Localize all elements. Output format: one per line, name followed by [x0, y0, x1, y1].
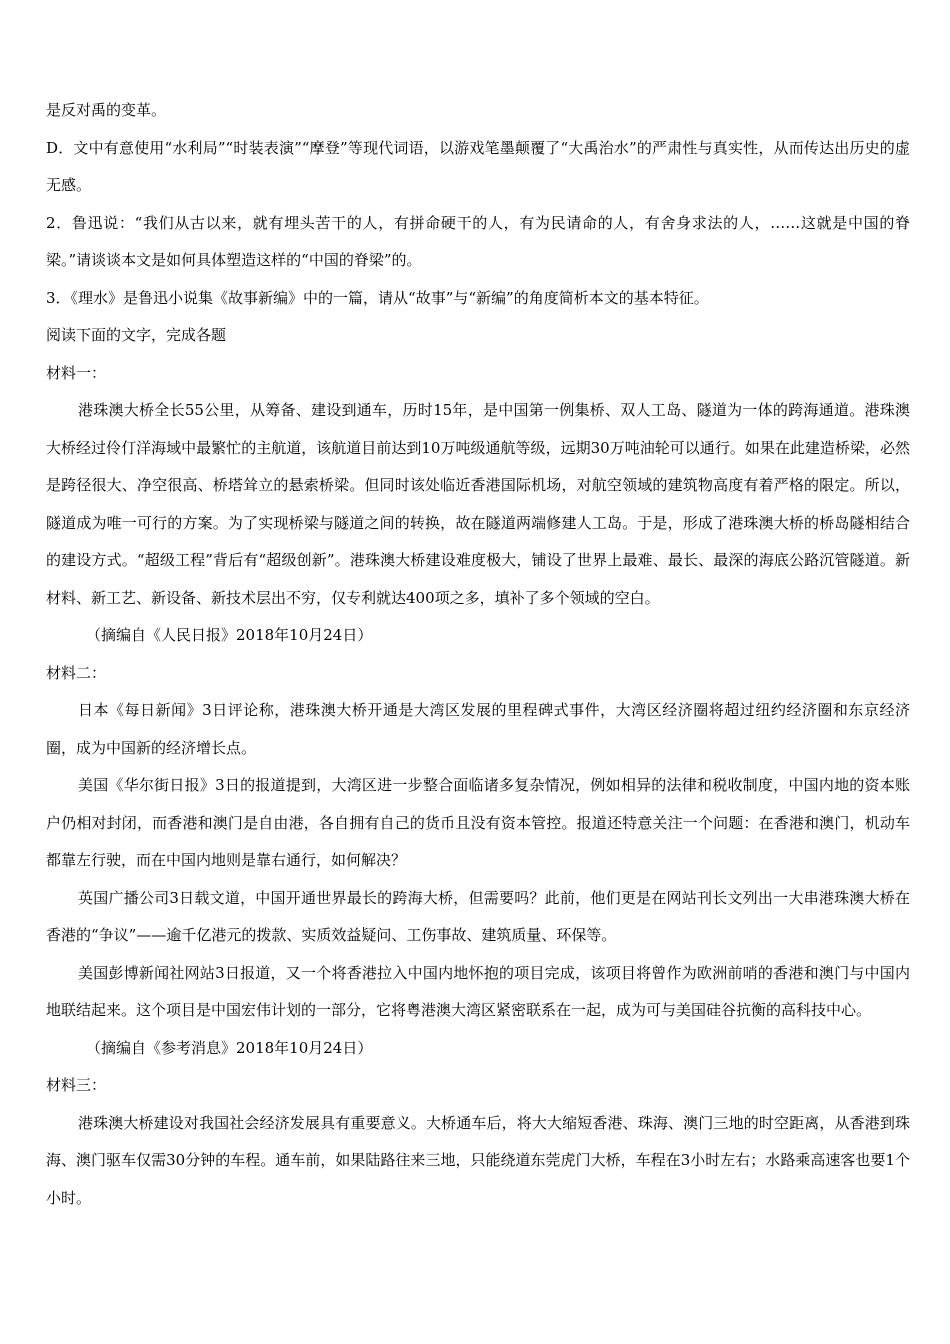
material-2-paragraph: 日本《每日新闻》3日评论称，港珠澳大桥开通是大湾区发展的里程碑式事件，大湾区经济圈将超过纽约经济圈和东京经济圈，成为中国新的经济增长点。 — [46, 701, 910, 757]
question-2: 2．鲁迅说：“我们从古以来，就有埋头苦干的人，有拼命硬干的人，有为民请命的人，有舍身求法的人，……这就是中国的脊梁。”请谈谈本文是如何具体塑造这样的“中国的脊梁”的。 — [46, 213, 910, 269]
material-2-source: （摘编自《参考消息》2018年10月24日） — [86, 1038, 373, 1057]
reading-instruction: 阅读下面的文字，完成各题 — [46, 326, 227, 344]
option-c-tail: 是反对禹的变革。 — [46, 101, 167, 119]
document-page — [46, 92, 910, 1217]
material-2-label: 材料二： — [46, 663, 107, 682]
material-3-paragraph: 港珠澳大桥建设对我国社会经济发展具有重要意义。大桥通车后，将大大缩短香港、珠海、澳门三地的时空距离，从香港到珠海、澳门驱车仅需30分钟的车程。通车前，如果陆路往来三地，只能绕道东莞虎门大桥，车程在3小时左右；水路乘高速客也要1个小时。 — [46, 1113, 910, 1207]
material-1-paragraph: 港珠澳大桥全长55公里，从筹备、建设到通车，历时15年，是中国第一例集桥、双人工岛、隧道为一体的跨海通道。港珠澳大桥经过伶仃洋海域中最繁忙的主航道，该航道目前达到10万吨级通航等级，远期30万吨油轮可以通行。如果在此建造桥梁，必然是跨径很大、净空很高、桥塔耸立的悬索桥梁。但同时该处临近香港国际机场，对航空领域的建筑物高度有着严格的限定。所以，隧道成为唯一可行的方案。为了实现桥梁与隧道之间的转换，故在隧道两端修建人工岛。于是，形成了港珠澳大桥的桥岛隧相结合的建设方式。“超级工程”背后有“超级创新”。港珠澳大桥建设难度极大，铺设了世界上最难、最长、最深的海底公路沉管隧道。新材料、新工艺、新设备、新技术层出不穷，仅专利就达400项之多，填补了多个领域的空白。 — [46, 401, 910, 607]
material-1-label: 材料一： — [46, 363, 107, 382]
material-3-label: 材料三： — [46, 1076, 107, 1094]
question-3: 3．《理水》是鲁迅小说集《故事新编》中的一篇，请从“故事”与“新编”的角度简析本文的基本特征。 — [46, 288, 709, 307]
material-2-paragraph: 英国广播公司3日载文道，中国开通世界最长的跨海大桥，但需要吗？此前，他们更是在网站刊长文列出一大串港珠澳大桥在香港的“争议”——逾千亿港元的拨款、实质效益疑问、工伤事故、建筑质量、环保等。 — [46, 888, 910, 944]
material-2-paragraph: 美国彭博新闻社网站3日报道，又一个将香港拉入中国内地怀抱的项目完成，该项目将曾作为欧洲前哨的香港和澳门与中国内地联结起来。这个项目是中国宏伟计划的一部分，它将粤港澳大湾区紧密联系在一起，成为可与美国硅谷抗衡的高科技中心。 — [46, 963, 910, 1019]
material-2-paragraph: 美国《华尔街日报》3日的报道提到，大湾区进一步整合面临诸多复杂情况，例如相异的法律和税收制度，中国内地的资本账户仍相对封闭，而香港和澳门是自由港，各自拥有自己的货币且没有资本管控。报道还特意关注一个问题：在香港和澳门，机动车都靠左行驶，而在中国内地则是靠右通行，如何解决？ — [46, 776, 910, 869]
material-1-source: （摘编自《人民日报》2018年10月24日） — [86, 626, 373, 644]
option-d: D．文中有意使用“水利局”“时装表演”“摩登”等现代词语，以游戏笔墨颠覆了“大禹治水”的严肃性与真实性，从而传达出历史的虚无感。 — [46, 138, 910, 194]
